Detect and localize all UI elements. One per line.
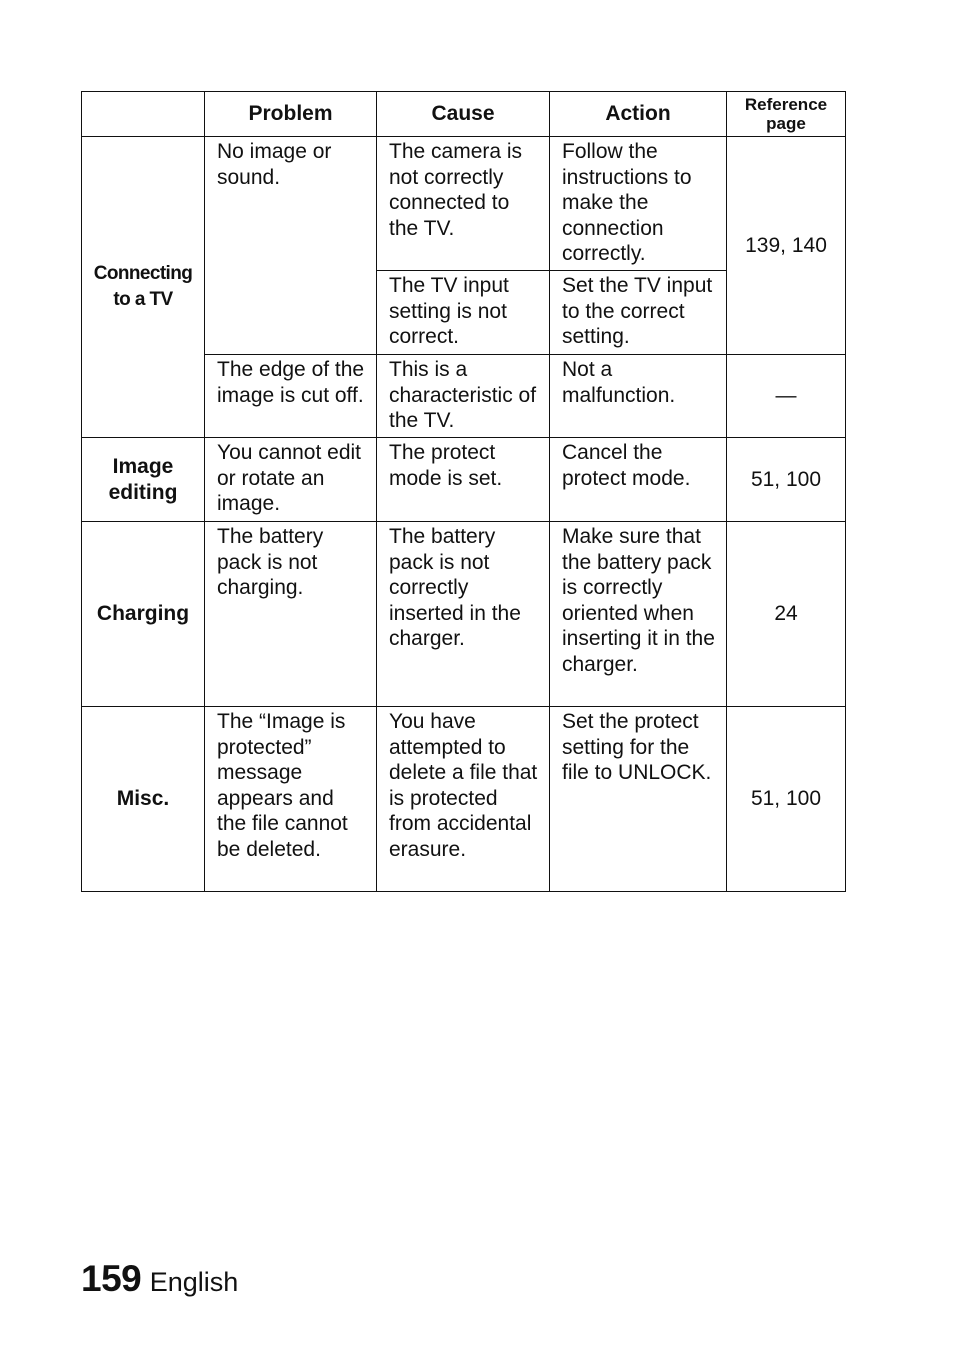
action-cell: Set the protect setting for the file to UNLOCK. xyxy=(550,707,727,892)
problem-cell: The edge of the image is cut off. xyxy=(205,355,377,438)
cause-cell: The protect mode is set. xyxy=(377,438,550,522)
table-row xyxy=(82,438,846,522)
header-reference: Reference page xyxy=(727,92,846,137)
action-cell: Not a malfunction. xyxy=(550,355,727,438)
table-row xyxy=(82,522,846,707)
header-category xyxy=(82,92,205,137)
action-cell: Set the TV input to the correct setting. xyxy=(550,271,727,355)
category-image-editing: Image editing xyxy=(82,438,205,522)
page-language: English xyxy=(149,1267,239,1297)
category-misc: Misc. xyxy=(82,707,205,892)
category-charging: Charging xyxy=(82,522,205,707)
problem-cell: You cannot edit or rotate an image. xyxy=(205,438,377,522)
cause-cell: The battery pack is not correctly inserted in the charger. xyxy=(377,522,550,707)
problem-cell: No image or sound. xyxy=(205,137,377,355)
header-problem: Problem xyxy=(205,92,377,137)
category-connecting-to-tv: Connecting to a TV xyxy=(82,137,205,438)
cause-cell: This is a characteristic of the TV. xyxy=(377,355,550,438)
problem-cell: The “Image is protected” message appears and the file cannot be deleted. xyxy=(205,707,377,892)
reference-cell: 51, 100 xyxy=(727,438,846,522)
action-cell: Follow the instructions to make the connection correctly. xyxy=(550,137,727,271)
reference-cell: 51, 100 xyxy=(727,707,846,892)
cause-cell: The TV input setting is not correct. xyxy=(377,271,550,355)
reference-cell: — xyxy=(727,355,846,438)
action-cell: Cancel the protect mode. xyxy=(550,438,727,522)
cause-cell: The camera is not correctly connected to the TV. xyxy=(377,137,550,271)
reference-cell: 139, 140 xyxy=(727,137,846,355)
cause-cell: You have attempted to delete a file that is protected from accidental erasure. xyxy=(377,707,550,892)
troubleshooting-table xyxy=(81,91,846,892)
reference-cell: 24 xyxy=(727,522,846,707)
header-cause: Cause xyxy=(377,92,550,137)
table-row xyxy=(82,707,846,892)
action-cell: Make sure that the battery pack is correctly oriented when inserting it in the charger. xyxy=(550,522,727,707)
table-header-row xyxy=(82,92,846,137)
page-footer xyxy=(81,1258,238,1300)
page-number: 159 xyxy=(81,1258,142,1299)
problem-cell: The battery pack is not charging. xyxy=(205,522,377,707)
header-action: Action xyxy=(550,92,727,137)
table-row xyxy=(82,137,846,271)
